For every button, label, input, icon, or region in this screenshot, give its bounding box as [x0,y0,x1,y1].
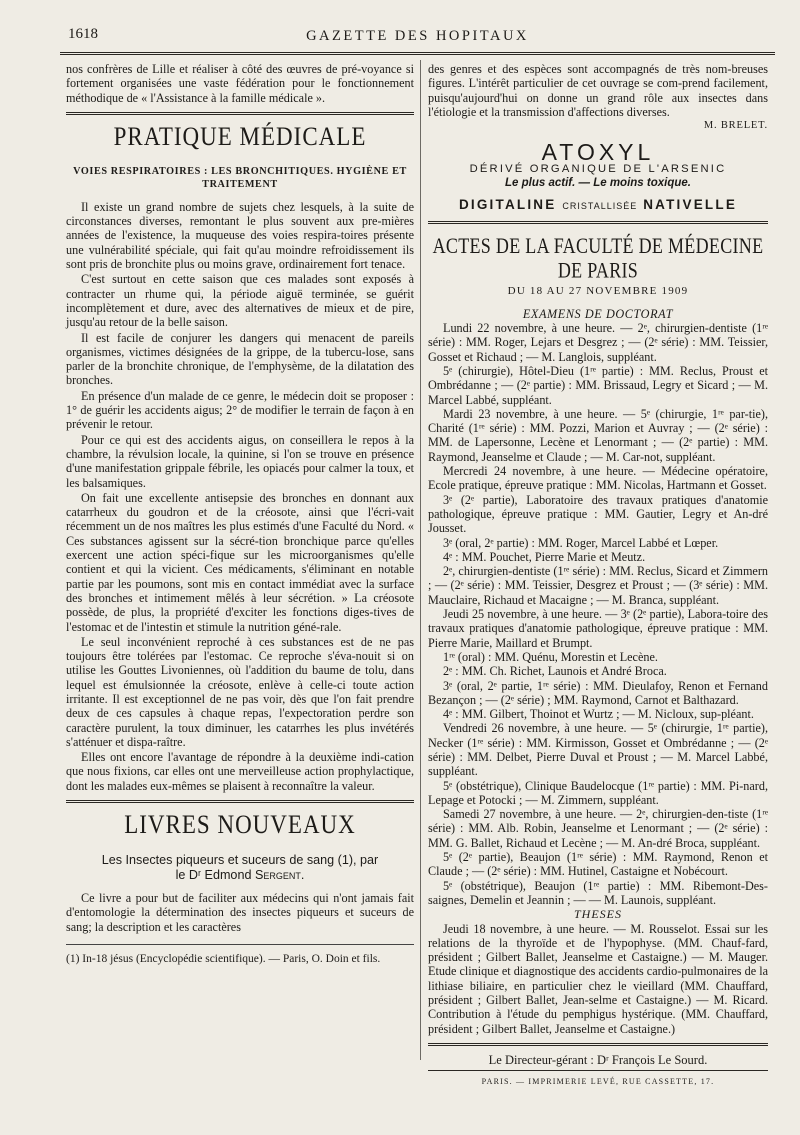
journal-title: GAZETTE DES HOPITAUX [306,28,529,44]
exam-entry: Lundi 22 novembre, à une heure. — 2ᵉ, chirurgien-dentiste (1ʳᵉ série) : MM. Roger, Lejars et Desgrez ; — (2ᵉ série) : MM. Teissier, Gosset et Richaud ; — M. Langlois, suppléant. [428,321,768,364]
exam-entry: 5ᵉ (obstétrique), Clinique Baudelocque (1ʳᵉ partie) : MM. Pi-nard, Lepage et Potocki ; — M. Zimmern, suppléant. [428,778,768,807]
atoxyl-advert [428,141,768,191]
exam-entry: 4ᵉ : MM. Pouchet, Pierre Marie et Meutz. [443,549,646,564]
review-signature: M. BRELET. [703,120,768,132]
exam-entry: Jeudi 25 novembre, à une heure. — 3ᵉ (2ᵉ partie), Labora-toire des travaux pratiques d'anatomie pathologique, épreuve pratique : MM. Pierre Marie, Maillard et Brumpt. [428,607,768,650]
exam-entry: 2ᵉ : MM. Ch. Richet, Launois et André Broca. [443,664,667,679]
pratique-para: Pour ce qui est des accidents aigus, on conseillera le repos à la chambre, la révulsion locale, la quinine, si l'on se trouve en présence d'une manifestation grippale fébrile, les opiacés pour calmer la toux, et les balsamiques. [66,432,414,490]
exam-entry: 5ᵉ (2ᵉ partie), Beaujon (1ʳᵉ série) : MM. Raymond, Renon et Claude ; — (2ᵉ série) : MM. Hutinel, Castaigne et Nobécourt. [428,850,768,879]
running-header [60,26,775,48]
exam-entry: 3ᵉ (oral, 2ᵉ partie, 1ʳᵉ série) : MM. Dieulafoy, Renon et Fernand Bezançon ; — (2ᵉ série) ; MM. Raymond, Carnot et Balthazard. [428,678,768,707]
livres-title: LIVRES NOUVEAUX [124,810,356,839]
review-continuation: des genres et des espèces sont accompagnés de très nom-breuses figures. L'intérêt particulier de cet ouvrage se com-prend facilement, puisqu'aujourd'hui on donne un grand rôle aux insectes dans l'étiologie et la transmission d'affections diverses. [428,62,768,119]
atoxyl-tagline: Le plus actif. — Le moins toxique. [505,177,691,190]
exam-entry: Vendredi 26 novembre, à une heure. — 5ᵉ (chirurgie, 1ʳᵉ partie), Necker (1ʳᵉ série) : MM. Kirmisson, Gosset et Ombrédanne ; — (2ᵉ série) : MM. Delbet, Pierre Duval et Proust ; — M. Marcel Labbé, suppléant. [428,721,768,779]
pratique-para: C'est surtout en cette saison que ces malades sont exposés à contracter un rhume qui, la période aiguë terminée, se guérit incomplètement et dure, avec des alternatives de mieux et de pire, jusqu'au retour de la belle saison. [66,272,414,330]
atoxyl-name: ATOXYL [541,139,655,166]
intro-paragraph: nos confrères de Lille et réaliser à côté des œuvres de pré-voyance si fortement organisées une vaste fédération pour le fonctionnement méthodique de « l'Assistance à la famille médicale ». [66,62,414,105]
examens-heading: EXAMENS DE DOCTORAT [522,306,674,321]
exam-entry: 5ᵉ (chirurgie), Hôtel-Dieu (1ʳᵉ partie) : MM. Reclus, Proust et Ombrédanne ; — (2ᵉ partie) : MM. Brissaud, Legry et Sicard ; — M. Marcel Labbé, suppléant. [428,363,768,407]
exam-entry: 2ᵉ, chirurgien-dentiste (1ʳᵉ série) : MM. Reclus, Sicard et Zimmern ; — (2ᵉ série) : MM. Teissier, Desgrez et Proust ; — (3ᵉ série) : MM. Mauclaire, Richaud et Macaigne ; — M. Branca, suppléant. [428,564,768,607]
pratique-para: En présence d'un malade de ce genre, le médecin doit se proposer : 1° de guérir les accidents aigus; 2° de modifier le terrain de façon à en prévenir le retour. [66,388,414,432]
section-rule [428,221,768,224]
pratique-title: PRATIQUE MÉDICALE [113,121,367,151]
book-author-name: Sergent. [254,868,305,883]
pratique-para: On fait une excellente antisepsie des bronches en donnant aux catarrheux du goudron et de la créosote, ainsi que l'écri-vait récemment un de nos maîtres les plus estimés d'une Faculté du Nord. « Ces substances agissent sur la sécré-tion bronchique parce qu'elles exercent une action spéci-fique sur les microorganismes qu'elle contient et qui la vicient. Ces médicaments, s'éliminant en notable partie par les poumons, sont mis en contact immédiat avec la surface des bronches et intimement mêlés à leur sécrétion. » La créosote possède, de plus, la propriété d'exciter les fonctions diges-tives de l'estomac et de l'intestin et stimule la nutrition géné-rale. [66,490,414,634]
section-rule [66,112,414,115]
actes-title: ACTES DE LA FACULTÉ DE MÉDECINE DE PARIS [432,234,764,283]
exam-entry: Samedi 27 novembre, à une heure. — 2ᵉ, chirurgien-den-tiste (1ʳᵉ série) : MM. Alb. Robin, Jeanselme et Lenormant ; — (2ᵉ série) : MM. G. Ballet, Richaud et Lecène ; — M. An-dré Broca, suppléant. [428,807,768,850]
theses-paragraph: Jeudi 18 novembre, à une heure. — M. Rousselot. Essai sur les relations de la thyroïde et de l'hypophyse. (MM. Chauf-fard, président ; Gilbert Ballet, Jeanselme et Castaigne.) — M. Mauger. Etude clinique et diagnostique des accidents cardio-pulmonaires de la lithiase biliaire, en particulier chez le vieillard (MM. Chauffard, président ; Gilbert Ballet, Jean-selme et Castaigne.) — M. Ricard. Contribution à l'étude du pemphigus hystérique. (MM. Chauffard, président ; Gilbert Ballet, Jeanselme et Castaigne.) [428,921,768,1036]
digitaline-brand: NATIVELLE [643,197,738,213]
atoxyl-subtitle: DÉRIVÉ ORGANIQUE DE L'ARSENIC [469,163,727,176]
printer-line: PARIS. — IMPRIMERIE LEVÉ, RUE CASSETTE, 17. [481,1077,715,1087]
pratique-para: Le seul inconvénient reproché à ces substances est de ne pas toujours être tolérées par l'estomac. Ce reproche s'éva-nouit si on utilise les Gouttes Livoniennes, où l'addition du baume de tolu, dans lequel est émulsionnée la créosote, enlève à celle-ci toute action irritante. Il est exceptionnel de ne pas voir, dès que l'on fait prendre deux de ces capsules à chaque repas, l'expectoration perdre son caractère purulent, la toux diminuer, les catarrhes les plus invétérés s'atténuer et dispa-raître. [66,634,414,749]
exam-entry: 5ᵉ (obstétrique), Beaujon (1ʳᵉ partie) : MM. Ribemont-Des-saignes, Demelin et Jeannin ; — — M. Launois, suppléant. [428,878,768,907]
exam-entry: 1ʳᵉ (oral) : MM. Quénu, Morestin et Lecène. [443,649,658,664]
exam-entry: 3ᵉ (2ᵉ partie), Laboratoire des travaux pratiques d'anatomie pathologique, épreuve pratique : MM. Gautier, Legry et An-dré Jousset. [428,492,768,536]
pratique-subhead: VOIES RESPIRATOIRES : LES BRONCHITIQUES. HYGIÈNE ET TRAITEMENT [73,165,407,190]
pratique-para: Elles ont encore l'avantage de répondre à la deuxième indi-cation que nous fixions, car elles ont une merveilleuse action prophylactique, dont les malades eux-mêmes se plaisent à reconnaître la valeur. [66,750,414,793]
pratique-para: Il existe un grand nombre de sujets chez lesquels, à la suite de circonstances diverses, remontant le plus souvent aux pre-mières années de l'existence, la muqueuse des voies respira-toires présente une vulnérabilité spéciale, qui fait qu'au moindre refroidissement ils sont pris de bronchite plus ou moins grave, ordinairement fort tenace. [66,199,414,272]
exam-entry: Mardi 23 novembre, à une heure. — 5ᵉ (chirurgie, 1ʳᵉ par-tie), Charité (1ʳᵉ série) : MM. Pozzi, Marion et Auvray ; — (2ᵉ série) : MM. de Lapersonne, Lecène et Lenormant ; — (2ᵉ partie) : MM. Raymond, Jeanselme et Claude ; — M. Car-not, suppléant. [428,406,768,464]
exam-entry: Mercredi 24 novembre, à une heure. — Médecine opératoire, Ecole pratique, épreuve pratique : MM. Nicolas, Hartmann et Gosset. [428,464,768,493]
digitaline-crystal: CRISTALLISÉE [562,201,638,212]
digitaline-advert [428,197,768,214]
book-title-text: Les Insectes piqueurs et suceurs de sang (1), par [101,853,379,868]
footnote: (1) In-18 jésus (Encyclopédie scientifique). — Paris, O. Doin et fils. [66,944,414,967]
pratique-para: Il est facile de conjurer les dangers qui menacent de pareils organismes, victimes désignées de la grippe, de la tubercu-lose, sans parler de la bronchite chronique, de l'emphysème, de la dilatation des bronches. [66,330,414,388]
actes-dates: DU 18 AU 27 NOVEMBRE 1909 [507,285,689,298]
book-paragraph: Ce livre a pour but de faciliter aux médecins qui n'ont jamais fait d'entomologie la détermination des insectes piqueurs et suceurs de sang; la description et les caractères [66,891,414,934]
section-rule [66,800,414,803]
footer-thin-rule [428,1070,768,1071]
page-number: 1618 [68,26,98,42]
left-column [66,62,414,966]
directeur-gerant: Le Directeur-gérant : Dʳ François Le Sourd. [488,1052,708,1067]
exam-entry: 4ᵉ : MM. Gilbert, Thoinot et Wurtz ; — M. Nicloux, sup-pléant. [443,707,754,722]
theses-heading: THESES [574,907,622,922]
digitaline-word: DIGITALINE [458,197,557,213]
footer-rule [428,1043,768,1046]
column-divider [420,60,421,1060]
exam-entry: 3ᵉ (oral, 2ᵉ partie) : MM. Roger, Marcel Labbé et Lœper. [443,535,719,550]
book-title [66,853,414,883]
right-column [428,62,768,1090]
header-rule [60,52,775,55]
book-author-pre: le Dʳ Edmond [175,868,255,883]
